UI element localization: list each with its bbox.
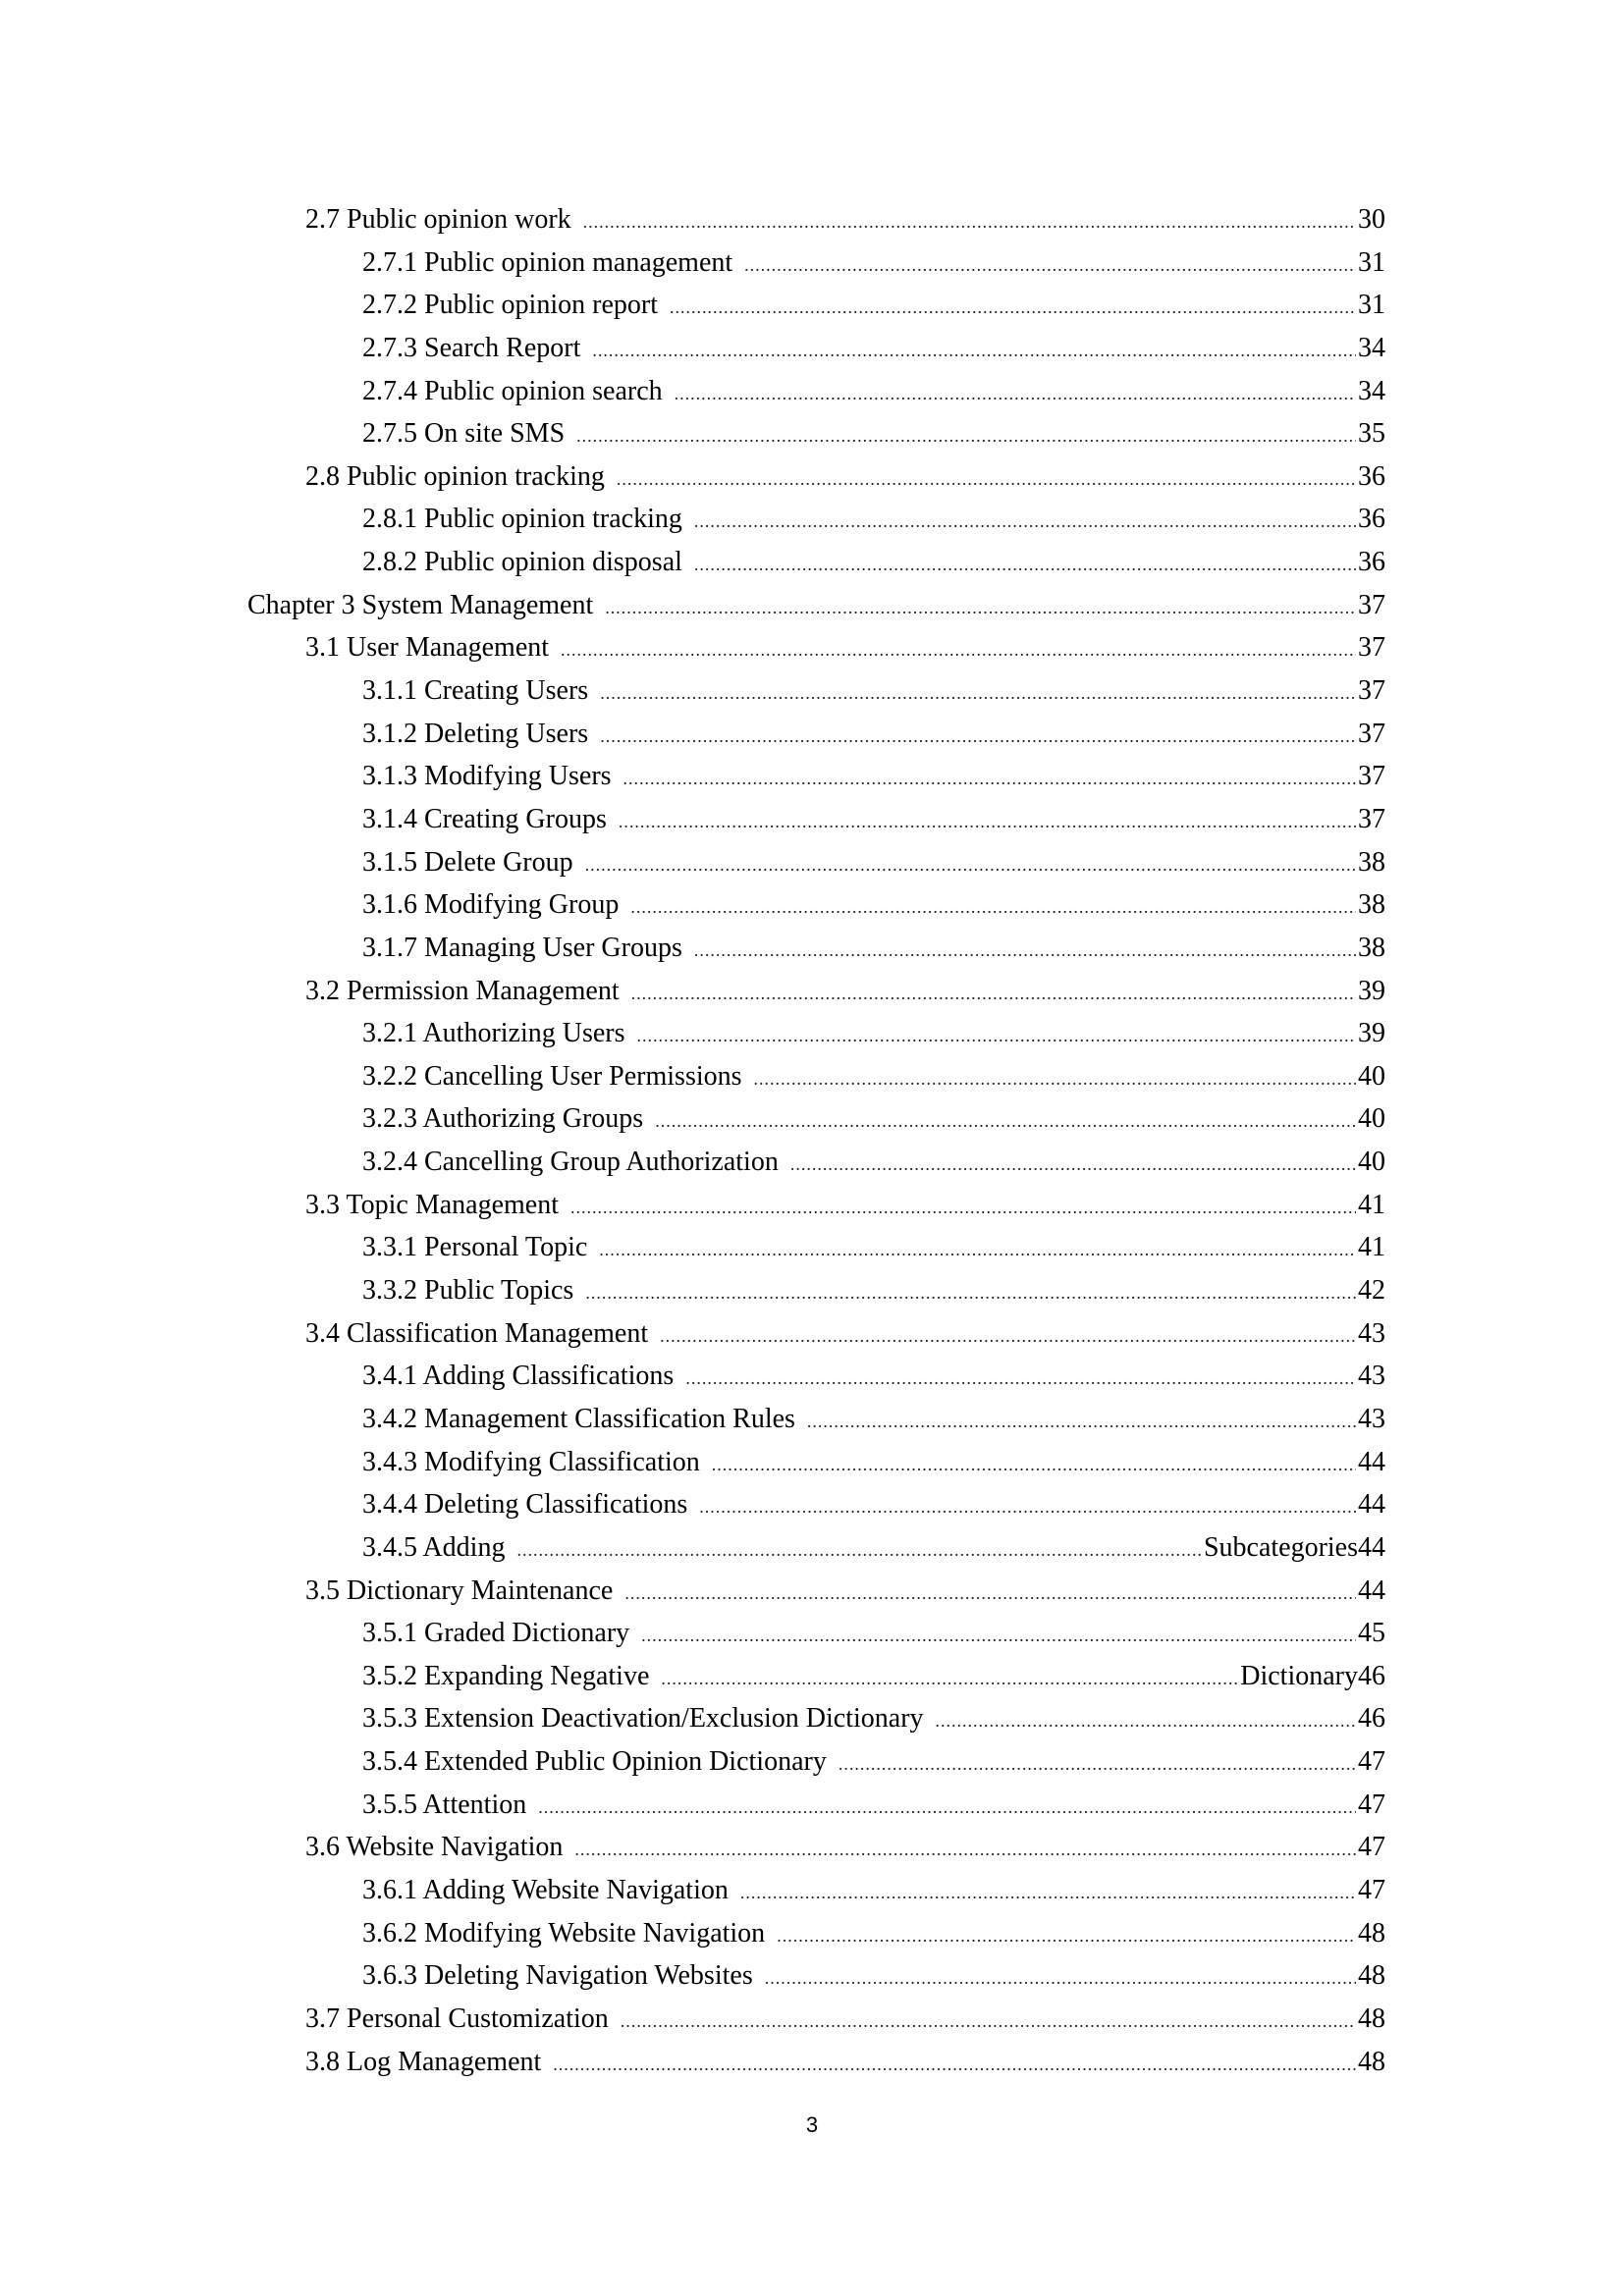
- toc-entry-page: 43: [1358, 1361, 1385, 1392]
- toc-entry-title: 2.8 Public opinion tracking: [305, 460, 605, 492]
- toc-dot-leader: [790, 1144, 1356, 1187]
- toc-entry[interactable]: [0, 669, 1624, 713]
- toc-entry-title: 3.3.2 Public Topics: [362, 1275, 574, 1307]
- toc-entry-title: 3.6.2 Modifying Website Navigation: [362, 1917, 766, 1949]
- toc-dot-leader: [574, 1829, 1356, 1872]
- toc-entry-title: 2.7 Public opinion work: [305, 204, 571, 235]
- toc-entry[interactable]: [0, 626, 1624, 669]
- toc-entry-title: 3.5.2 Expanding Negative: [362, 1660, 650, 1691]
- toc-entry-title: 3.5 Dictionary Maintenance: [305, 1575, 614, 1606]
- toc-dot-leader: [744, 244, 1356, 288]
- toc-dot-leader: [553, 2044, 1356, 2087]
- toc-entry-page: 46: [1358, 1703, 1385, 1735]
- toc-entry[interactable]: [0, 498, 1624, 541]
- toc-entry-title: 3.4 Classification Management: [305, 1317, 649, 1349]
- toc-entry[interactable]: [0, 198, 1624, 241]
- toc-entry-title: 3.4.1 Adding Classifications: [362, 1361, 675, 1392]
- toc-entry[interactable]: [0, 284, 1624, 327]
- toc-dot-leader: [699, 1486, 1356, 1529]
- toc-entry[interactable]: [0, 2041, 1624, 2084]
- toc-entry-title: 3.2.2 Cancelling User Permissions: [362, 1060, 742, 1092]
- toc-entry-page: 42: [1358, 1275, 1385, 1307]
- toc-entry-page: 37: [1358, 761, 1385, 792]
- toc-entry[interactable]: [0, 1912, 1624, 1955]
- toc-dot-leader: [516, 1529, 1201, 1573]
- toc-dot-leader: [641, 1615, 1356, 1658]
- toc-dot-leader: [694, 501, 1356, 544]
- toc-entry-page: 36: [1358, 460, 1385, 492]
- toc-dot-leader: [617, 458, 1356, 502]
- toc-entry-title: 3.6.3 Deleting Navigation Websites: [362, 1960, 753, 1992]
- toc-entry[interactable]: [0, 1483, 1624, 1526]
- toc-entry[interactable]: [0, 1141, 1624, 1184]
- toc-dot-leader: [675, 373, 1356, 416]
- toc-entry[interactable]: [0, 584, 1624, 627]
- toc-dot-leader: [576, 415, 1356, 458]
- toc-entry[interactable]: [0, 1526, 1624, 1570]
- toc-entry-title: 3.5.3 Extension Deactivation/Exclusion Dictionary: [362, 1703, 924, 1735]
- toc-entry-title: 3.5.5 Attention: [362, 1789, 527, 1820]
- toc-dot-leader: [631, 973, 1356, 1016]
- toc-dot-leader: [807, 1401, 1356, 1444]
- toc-entry-page: 38: [1358, 846, 1385, 878]
- toc-entry-title: 3.1.3 Modifying Users: [362, 761, 612, 792]
- toc-entry-page: 39: [1358, 1018, 1385, 1049]
- toc-entry-title: 3.1.1 Creating Users: [362, 675, 589, 707]
- toc-entry[interactable]: [0, 1184, 1624, 1227]
- toc-entry-page: 43: [1358, 1317, 1385, 1349]
- toc-entry[interactable]: [0, 970, 1624, 1013]
- toc-entry[interactable]: [0, 1226, 1624, 1269]
- toc-dot-leader: [538, 1787, 1356, 1830]
- toc-entry[interactable]: [0, 1097, 1624, 1141]
- toc-entry-page: 38: [1358, 889, 1385, 921]
- toc-entry-title: 3.6 Website Navigation: [305, 1832, 564, 1863]
- toc-entry-title: 3.4.2 Management Classification Rules: [362, 1403, 795, 1434]
- toc-entry[interactable]: [0, 755, 1624, 798]
- toc-dot-leader: [637, 1015, 1356, 1058]
- toc-entry[interactable]: [0, 1655, 1624, 1698]
- toc-entry-page: 35: [1358, 418, 1385, 450]
- toc-dot-leader: [600, 672, 1356, 716]
- toc-dot-leader: [605, 587, 1356, 630]
- toc-dot-leader: [670, 287, 1356, 330]
- toc-entry[interactable]: [0, 841, 1624, 884]
- toc-entry-page: 34: [1358, 332, 1385, 363]
- toc-entry-page: 40: [1358, 1147, 1385, 1178]
- toc-entry[interactable]: [0, 541, 1624, 584]
- toc-entry[interactable]: [0, 455, 1624, 499]
- toc-dot-leader: [619, 801, 1356, 844]
- toc-entry-title: 3.2 Permission Management: [305, 975, 620, 1006]
- toc-entry-title: 3.5.4 Extended Public Opinion Dictionary: [362, 1746, 827, 1778]
- toc-dot-leader: [570, 1187, 1356, 1230]
- toc-entry-page: 47: [1358, 1874, 1385, 1905]
- page-number: 3: [805, 2112, 819, 2137]
- toc-entry-title: 2.7.1 Public opinion management: [362, 246, 733, 278]
- toc-entry-title: 2.7.4 Public opinion search: [362, 375, 663, 406]
- toc-entry-page: 47: [1358, 1832, 1385, 1863]
- toc-entry[interactable]: [0, 1312, 1624, 1356]
- toc-dot-leader: [623, 758, 1356, 801]
- toc-entry[interactable]: [0, 1998, 1624, 2041]
- toc-entry-title: 2.7.5 On site SMS: [362, 418, 566, 450]
- toc-entry[interactable]: [0, 883, 1624, 927]
- toc-entry-title: 3.2.1 Authorizing Users: [362, 1018, 625, 1049]
- toc-dot-leader: [661, 1658, 1238, 1701]
- toc-entry-page: 36: [1358, 547, 1385, 578]
- toc-entry[interactable]: [0, 1355, 1624, 1398]
- toc-entry-page: 37: [1358, 632, 1385, 664]
- toc-entry-page: 39: [1358, 975, 1385, 1006]
- toc-dot-leader: [765, 1957, 1356, 2001]
- toc-entry[interactable]: [0, 1784, 1624, 1827]
- toc-dot-leader: [624, 1573, 1356, 1616]
- toc-entry-title: 3.1.7 Managing User Groups: [362, 932, 682, 963]
- toc-entry-title: 3.6.1 Adding Website Navigation: [362, 1874, 729, 1905]
- toc-entry[interactable]: [0, 1954, 1624, 1998]
- toc-dot-leader: [561, 629, 1356, 672]
- toc-entry-title: 3.4.4 Deleting Classifications: [362, 1489, 688, 1521]
- toc-dot-leader: [839, 1743, 1356, 1787]
- toc-entry[interactable]: [0, 327, 1624, 370]
- toc-dot-leader: [585, 844, 1356, 887]
- toc-entry[interactable]: [0, 1570, 1624, 1613]
- toc-dot-leader: [585, 1272, 1356, 1315]
- toc-entry-title: 3.1 User Management: [305, 632, 550, 664]
- toc-entry-page: 37: [1358, 675, 1385, 707]
- toc-entry[interactable]: [0, 1269, 1624, 1312]
- toc-entry-page: 43: [1358, 1403, 1385, 1434]
- toc-entry[interactable]: [0, 927, 1624, 970]
- toc-dot-leader: [621, 2001, 1356, 2044]
- toc-entry-page: 45: [1358, 1618, 1385, 1649]
- toc-entry-title: 3.1.5 Delete Group: [362, 846, 573, 878]
- toc-dot-leader: [655, 1100, 1356, 1144]
- toc-dot-leader: [777, 1915, 1356, 1958]
- toc-entry-page: 48: [1358, 2002, 1385, 2034]
- toc-entry-page: Subcategories44: [1203, 1531, 1385, 1563]
- table-of-contents: [0, 198, 1624, 2083]
- toc-dot-leader: [754, 1058, 1356, 1101]
- toc-entry-title: 3.4.5 Adding: [362, 1531, 506, 1563]
- toc-entry-page: 41: [1358, 1232, 1385, 1263]
- toc-entry-page: 48: [1358, 1917, 1385, 1949]
- toc-dot-leader: [712, 1444, 1356, 1487]
- toc-entry[interactable]: [0, 1740, 1624, 1784]
- toc-entry-title: 3.1.6 Modifying Group: [362, 889, 620, 921]
- toc-entry-title: 3.7 Personal Customization: [305, 2002, 609, 2034]
- toc-entry-title: 2.7.3 Search Report: [362, 332, 581, 363]
- toc-entry[interactable]: [0, 1612, 1624, 1655]
- toc-entry-page: 36: [1358, 504, 1385, 535]
- toc-dot-leader: [936, 1700, 1356, 1743]
- toc-entry-title: 3.3.1 Personal Topic: [362, 1232, 588, 1263]
- toc-entry-page: 37: [1358, 718, 1385, 749]
- toc-entry[interactable]: [0, 1441, 1624, 1484]
- toc-entry-title: 3.5.1 Graded Dictionary: [362, 1618, 630, 1649]
- toc-entry[interactable]: [0, 1398, 1624, 1441]
- toc-dot-leader: [740, 1872, 1356, 1915]
- toc-entry-page: 38: [1358, 932, 1385, 963]
- toc-entry-page: Dictionary46: [1240, 1660, 1385, 1691]
- toc-entry-page: 30: [1358, 204, 1385, 235]
- toc-dot-leader: [630, 886, 1356, 930]
- toc-entry-page: 48: [1358, 1960, 1385, 1992]
- toc-entry-page: 34: [1358, 375, 1385, 406]
- toc-entry-page: 31: [1358, 246, 1385, 278]
- toc-entry-page: 44: [1358, 1489, 1385, 1521]
- toc-dot-leader: [599, 1229, 1356, 1272]
- toc-entry-page: 31: [1358, 290, 1385, 321]
- toc-entry-page: 44: [1358, 1446, 1385, 1477]
- toc-entry-page: 44: [1358, 1575, 1385, 1606]
- toc-entry-title: Chapter 3 System Management: [247, 589, 594, 620]
- toc-entry-page: 40: [1358, 1103, 1385, 1135]
- toc-entry[interactable]: [0, 412, 1624, 455]
- toc-entry-title: 2.8.1 Public opinion tracking: [362, 504, 682, 535]
- toc-entry[interactable]: [0, 1055, 1624, 1098]
- toc-dot-leader: [685, 1358, 1356, 1401]
- toc-entry-title: 2.8.2 Public opinion disposal: [362, 547, 682, 578]
- toc-entry[interactable]: [0, 1012, 1624, 1055]
- toc-entry[interactable]: [0, 370, 1624, 413]
- toc-dot-leader: [592, 330, 1356, 373]
- toc-entry[interactable]: [0, 1697, 1624, 1740]
- toc-entry-page: 47: [1358, 1789, 1385, 1820]
- toc-entry-page: 48: [1358, 2046, 1385, 2077]
- toc-entry-title: 3.3 Topic Management: [305, 1189, 560, 1220]
- toc-entry[interactable]: [0, 798, 1624, 841]
- toc-dot-leader: [694, 544, 1356, 587]
- toc-entry-title: 3.8 Log Management: [305, 2046, 542, 2077]
- toc-entry-title: 3.2.4 Cancelling Group Authorization: [362, 1147, 779, 1178]
- toc-entry-page: 40: [1358, 1060, 1385, 1092]
- toc-entry[interactable]: [0, 1826, 1624, 1869]
- toc-dot-leader: [600, 716, 1356, 759]
- toc-entry-title: 3.1.2 Deleting Users: [362, 718, 589, 749]
- toc-entry[interactable]: [0, 713, 1624, 756]
- toc-entry-title: 3.2.3 Authorizing Groups: [362, 1103, 644, 1135]
- toc-entry-title: 2.7.2 Public opinion report: [362, 290, 658, 321]
- toc-dot-leader: [583, 201, 1356, 244]
- toc-entry-page: 37: [1358, 803, 1385, 834]
- toc-dot-leader: [694, 930, 1356, 973]
- toc-entry[interactable]: [0, 241, 1624, 285]
- toc-entry-title: 3.4.3 Modifying Classification: [362, 1446, 700, 1477]
- toc-entry-page: 37: [1358, 589, 1385, 620]
- toc-entry[interactable]: [0, 1869, 1624, 1912]
- toc-dot-leader: [660, 1315, 1356, 1359]
- toc-entry-page: 47: [1358, 1746, 1385, 1778]
- toc-entry-title: 3.1.4 Creating Groups: [362, 803, 607, 834]
- toc-entry-page: 41: [1358, 1189, 1385, 1220]
